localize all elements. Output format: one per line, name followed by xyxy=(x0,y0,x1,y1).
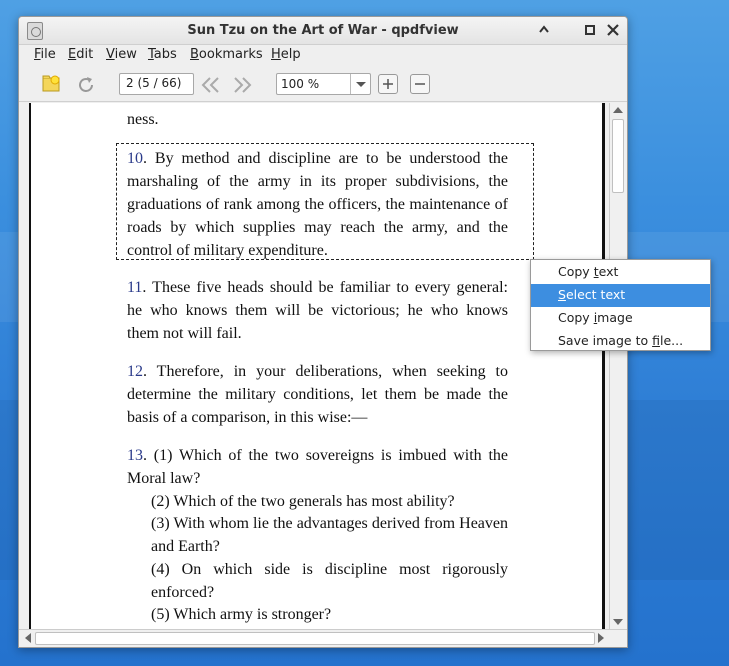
paragraph-12-text: . Therefore, in your deliberations, when seeking to determine the military conditions, let them be made the basis of a comparison, in this wise:— xyxy=(127,363,508,426)
open-button[interactable] xyxy=(41,73,63,99)
vertical-scrollbar[interactable] xyxy=(609,103,625,629)
context-menu xyxy=(530,259,711,351)
zoom-combo[interactable] xyxy=(276,73,371,95)
paragraph-13-number: 13 xyxy=(127,447,143,464)
copy-image-post: mage xyxy=(597,310,633,325)
paragraph-11 xyxy=(127,276,508,345)
previous-page-icon xyxy=(200,76,222,94)
menu-file[interactable] xyxy=(34,47,56,62)
plus-icon xyxy=(379,75,397,93)
paragraph-13 xyxy=(127,444,508,490)
title-bar[interactable] xyxy=(19,17,627,45)
question-2: (2) Which of the two generals has most ability? xyxy=(151,493,455,510)
scroll-down-icon[interactable] xyxy=(613,619,623,625)
pdf-page[interactable] xyxy=(29,103,605,629)
menu-tabs-accel: T xyxy=(148,47,154,62)
menu-help-accel: H xyxy=(271,47,281,62)
question-3: (3) With whom lie the advantages derived from Heaven and Earth? xyxy=(151,515,508,555)
menu-bookmarks[interactable] xyxy=(190,47,263,62)
select-text-accel: S xyxy=(558,287,566,302)
paragraph-10-text: . By method and discipline are to be understood the marshaling of the army in its proper subdivisions, the graduations of rank among the officers, the maintenance of roads by which supplies may reach the army, and the control of military expenditure. xyxy=(127,150,508,259)
menu-help-label: elp xyxy=(280,47,301,62)
menu-view[interactable] xyxy=(106,47,137,62)
menu-view-accel: V xyxy=(106,47,115,62)
save-image-item[interactable] xyxy=(531,330,710,353)
copy-image-accel: i xyxy=(593,310,598,325)
copy-text-post: ext xyxy=(598,264,619,279)
save-image-accel: f xyxy=(652,333,660,348)
refresh-button[interactable] xyxy=(75,74,97,100)
menu-bar xyxy=(19,45,627,67)
fragment-line: ness. xyxy=(127,111,159,128)
chevron-down-icon[interactable] xyxy=(350,74,370,94)
menu-edit[interactable] xyxy=(68,47,93,62)
menu-file-accel: F xyxy=(34,47,41,62)
menu-file-label: ile xyxy=(40,47,56,62)
vertical-scroll-thumb[interactable] xyxy=(612,119,624,193)
paragraph-10-number: 10 xyxy=(127,150,143,167)
paragraph-11-number: 11 xyxy=(127,279,143,296)
copy-image-pre: Copy xyxy=(558,310,594,325)
select-text-item[interactable] xyxy=(531,284,710,307)
menu-bookmarks-accel: B xyxy=(190,47,199,62)
chevron-up-icon xyxy=(539,25,549,33)
horizontal-scroll-thumb[interactable] xyxy=(35,632,595,645)
paragraph-12-number: 12 xyxy=(127,363,143,380)
scroll-up-icon[interactable] xyxy=(613,107,623,113)
previous-page-button[interactable] xyxy=(200,76,222,98)
question-4: (4) On which side is discipline most rigorously enforced? xyxy=(151,561,508,601)
paragraph-13-text: . (1) Which of the two sovereigns is imbued with the Moral law? xyxy=(127,447,508,487)
close-icon xyxy=(607,24,619,36)
menu-edit-label: dit xyxy=(76,47,94,62)
maximize-icon xyxy=(585,25,595,35)
copy-image-item[interactable] xyxy=(531,307,710,330)
next-page-icon xyxy=(231,76,253,94)
scroll-left-icon[interactable] xyxy=(25,633,31,643)
menu-edit-accel: E xyxy=(68,47,77,62)
window-title: Sun Tzu on the Art of War - qpdfview xyxy=(187,23,459,38)
paragraph-11-text: . These five heads should be familiar to every general: he who knows them will be victorious; he who knows them not will fail. xyxy=(127,279,508,342)
folder-open-icon xyxy=(41,73,63,95)
maximize-button[interactable] xyxy=(581,21,599,39)
scroll-right-icon[interactable] xyxy=(598,633,604,643)
menu-bookmarks-label: ookmarks xyxy=(198,47,263,62)
paragraph-12 xyxy=(127,360,508,429)
copy-text-accel: t xyxy=(593,264,599,279)
document-viewport[interactable] xyxy=(19,103,627,629)
select-text-post: elect text xyxy=(565,287,626,302)
page-number-field[interactable]: 2 (5 / 66) xyxy=(119,73,194,95)
menu-tabs[interactable] xyxy=(148,47,177,62)
menu-view-label: iew xyxy=(114,47,137,62)
zoom-value: 100 % xyxy=(281,77,320,91)
zoom-out-button[interactable] xyxy=(410,74,430,94)
question-5: (5) Which army is stronger? xyxy=(151,606,332,623)
horizontal-scrollbar[interactable] xyxy=(19,629,627,647)
toolbar xyxy=(19,68,627,102)
close-button[interactable] xyxy=(604,21,622,39)
minus-icon xyxy=(411,75,429,93)
save-image-pre: Save image to xyxy=(558,333,653,348)
next-page-button[interactable] xyxy=(231,76,253,98)
refresh-icon xyxy=(75,74,97,96)
paragraph-10 xyxy=(127,147,508,262)
save-image-post: ile... xyxy=(659,333,684,348)
copy-text-item[interactable] xyxy=(531,261,710,284)
copy-text-pre: Copy xyxy=(558,264,594,279)
keep-above-button[interactable] xyxy=(535,21,553,39)
zoom-in-button[interactable] xyxy=(378,74,398,94)
menu-tabs-label: abs xyxy=(153,47,177,62)
menu-help[interactable] xyxy=(271,47,301,62)
